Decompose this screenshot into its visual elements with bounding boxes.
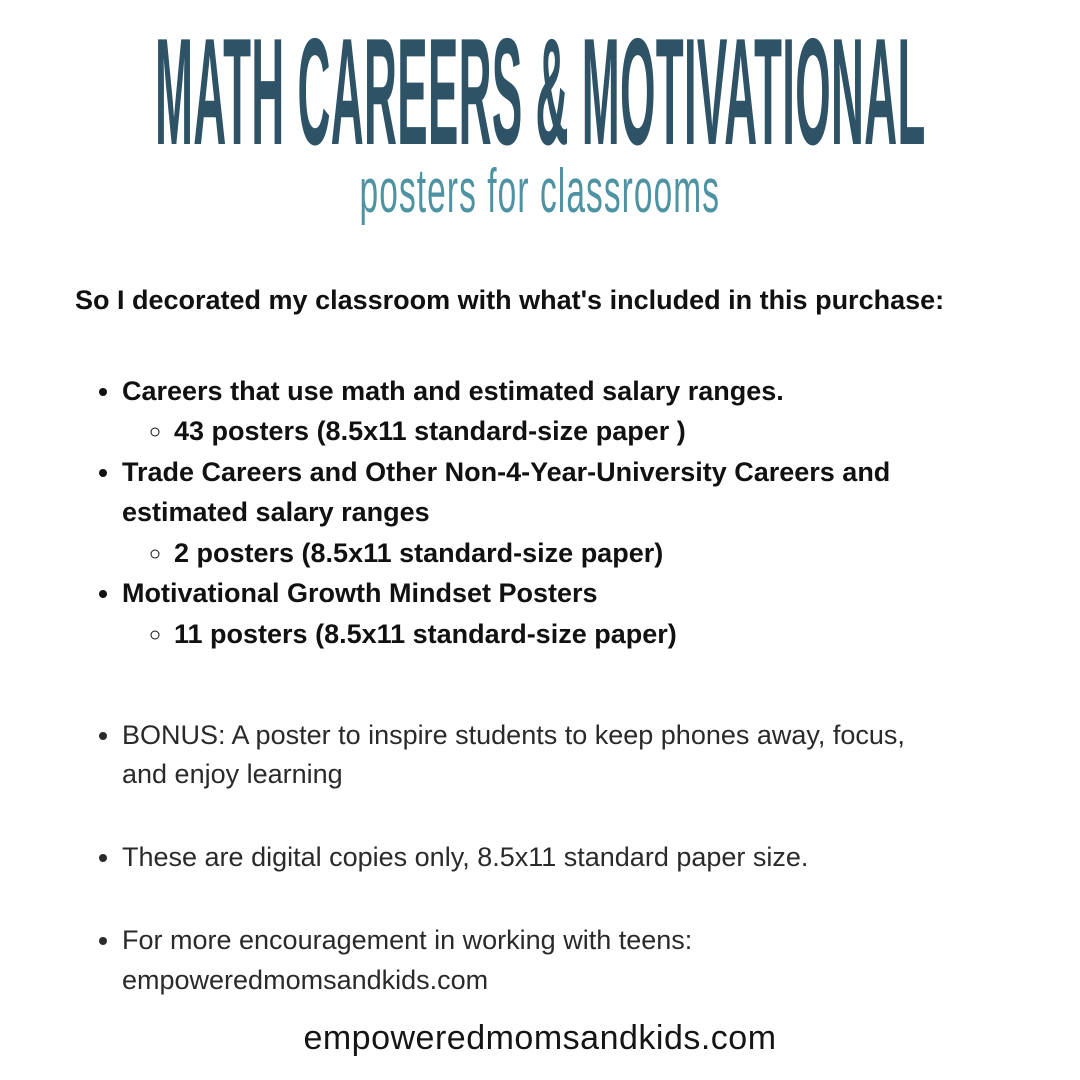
list-item-motivational-posters	[122, 573, 1005, 654]
sub-list-item: ◦ 43 posters (8.5x11 standard-size paper )	[174, 411, 1005, 452]
list-item-text: Motivational Growth Mindset Posters	[122, 578, 598, 608]
list-item-text: Careers that use math and estimated salary ranges.	[122, 375, 784, 406]
list-item-digital-copies: • These are digital copies only, 8.5x11 standard paper size.	[122, 838, 932, 877]
sub-list	[122, 614, 1005, 655]
sub-list-item: ◦ 11 posters (8.5x11 standard-size paper)	[174, 614, 1005, 655]
intro-text: So I decorated my classroom with what's included in this purchase:	[75, 285, 945, 315]
sub-list-item: ◦ 2 posters (8.5x11 standard-size paper)	[174, 533, 1005, 574]
list-item-math-careers	[122, 371, 1005, 452]
main-title: MATH CAREERS & MOTIVATIONAL	[154, 7, 926, 177]
list-item-text: Trade Careers and Other Non-4-Year-University Careers and estimated salary ranges	[122, 456, 891, 527]
subtitle: posters for classrooms	[359, 157, 721, 226]
notes-list	[75, 716, 1005, 1000]
list-item-more-encouragement: • For more encouragement in working with teens: empoweredmomsandkids.com	[122, 921, 932, 999]
sub-list	[122, 533, 1005, 574]
list-item-bonus: • BONUS: A poster to inspire students to keep phones away, focus, and enjoy learning	[122, 716, 932, 794]
title-row	[0, 7, 1080, 177]
header	[0, 7, 1080, 228]
content	[0, 280, 1080, 1000]
list-item-trade-careers	[122, 452, 1005, 574]
included-list	[75, 371, 1005, 655]
sub-list	[122, 411, 1005, 452]
footer-url: empoweredmomsandkids.com	[303, 1019, 777, 1057]
